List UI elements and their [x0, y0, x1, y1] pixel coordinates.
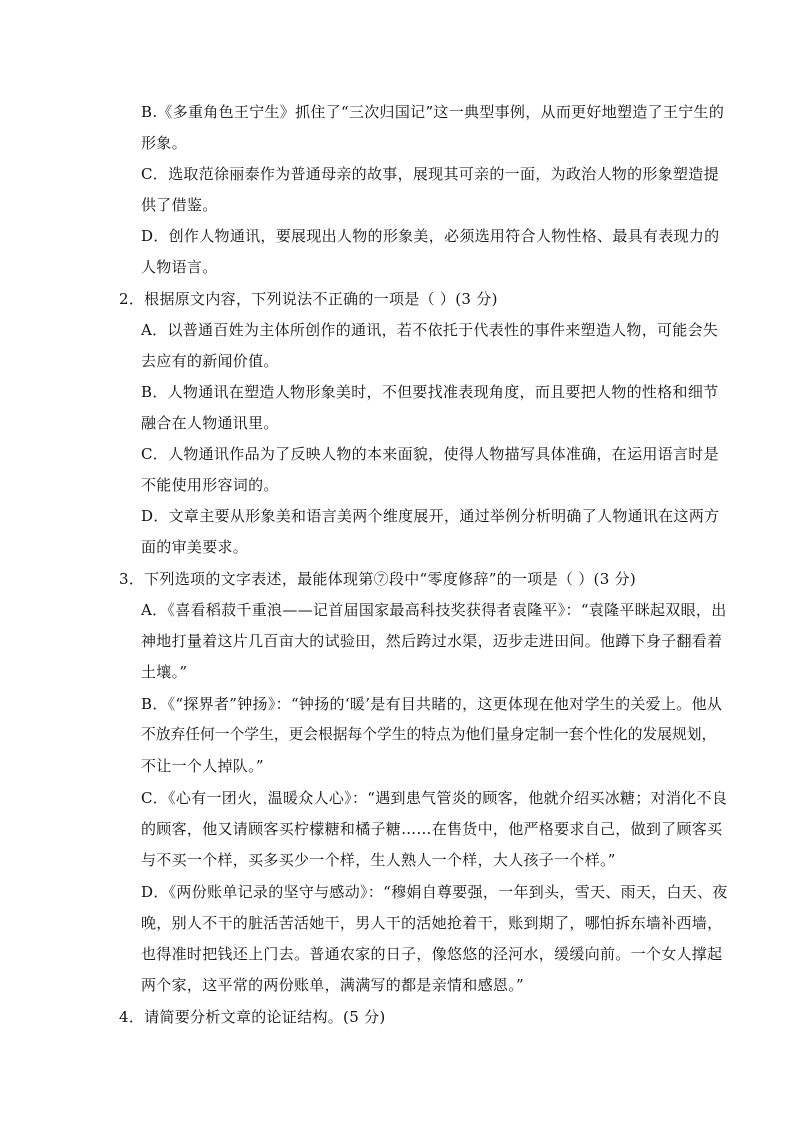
q2-option-a-line1: A．以普通百姓为主体所创作的通讯，若不依托于代表性的事件来塑造人物，可能会失 [141, 321, 719, 339]
q1-option-b-line1: B.《多重角色王宁生》抓住了“三次归国记”这一典型事例，从而更好地塑造了王宁生的 [141, 103, 725, 121]
q3-option-c-line1: C．《心有一团火，温暖众人心》：“遇到患气管炎的顾客，他就介绍买冰糖；对消化不良 [141, 789, 728, 807]
q3-option-a-line2: 神地打量着这片几百亩大的试验田，然后跨过水渠，迈步走进田间。他蹲下身子翻看着 [141, 632, 723, 650]
q3-stem: 3．下列选项的文字表述，最能体现第⑦段中“零度修辞”的一项是（ ）(3 分) [119, 570, 637, 588]
q1-option-c-line2: 供了借鉴。 [141, 196, 218, 214]
q3-option-d-line4: 两个家，这平常的两份账单，满满写的都是亲情和感恩。” [141, 976, 524, 994]
q3-option-b-line2: 不放弃任何一个学生，更会根据每个学生的特点为他们量身定制一套个性化的发展规划， [141, 726, 717, 743]
q2-option-b-line1: B．人物通讯在塑造人物形象美时，不但要找准表现角度，而且要把人物的性格和细节 [141, 383, 719, 401]
q1-option-d-line2: 人物语言。 [141, 258, 218, 276]
q2-stem: 2．根据原文内容，下列说法不正确的一项是（ ）(3 分) [119, 290, 498, 308]
q2-option-d-line1: D．文章主要从形象美和语言美两个维度展开，通过举例分析明确了人物通讯在这两方 [141, 507, 720, 525]
q3-option-d-line1: D．《两份账单记录的坚守与感动》：“穆娟自尊要强，一年到头，雪天、雨天，白天、夜 [141, 883, 728, 901]
q3-option-d-line3: 也得准时把钱还上门去。普通农家的日子，像悠悠的泾河水，缓缓向前。一个女人撑起 [141, 945, 723, 963]
q3-option-b-line3: 不让一个人掉队。” [141, 757, 264, 775]
q3-option-b-line1: B．《“探界者”钟扬》：“钟扬的‘暖’是有目共睹的，这更体现在他对学生的关爱上。他从 [141, 695, 723, 713]
q3-option-c-line2: 的顾客，他又请顾客买柠檬糖和橘子糖……在售货中，他严格要求自己，做到了顾客买 [141, 820, 723, 838]
q3-option-c-line3: 与不买一个样，买多买少一个样，生人熟人一个样，大人孩子一个样。” [141, 851, 616, 869]
q1-option-b-line2: 形象。 [141, 134, 187, 152]
q3-option-d-line2: 晚，别人不干的脏活苦活她干，男人干的活她抢着干，账到期了，哪怕拆东墙补西墙， [141, 914, 723, 932]
q2-option-c-line1: C．人物通讯作品为了反映人物的本来面貌，使得人物描写具体准确，在运用语言时是 [141, 445, 719, 463]
q2-option-d-line2: 面的审美要求。 [141, 538, 249, 556]
q1-option-c-line1: C．选取范徐丽泰作为普通母亲的故事，展现其可亲的一面，为政治人物的形象塑造提 [141, 165, 719, 183]
q2-option-b-line2: 融合在人物通讯里。 [141, 414, 279, 432]
q2-option-a-line2: 去应有的新闻价值。 [141, 352, 279, 370]
q3-option-a-line3: 土壤。” [141, 663, 188, 681]
q2-option-c-line2: 不能使用形容词的。 [141, 476, 279, 494]
q4-stem: 4．请简要分析文章的论证结构。(5 分) [119, 1008, 386, 1026]
q1-option-d-line1: D．创作人物通讯，要展现出人物的形象美，必须选用符合人物性格、最具有表现力的 [141, 227, 720, 245]
q3-option-a-line1: A．《喜看稻菽千重浪——记首届国家最高科技奖获得者袁隆平》：“袁隆平眯起双眼，出 [141, 601, 727, 619]
